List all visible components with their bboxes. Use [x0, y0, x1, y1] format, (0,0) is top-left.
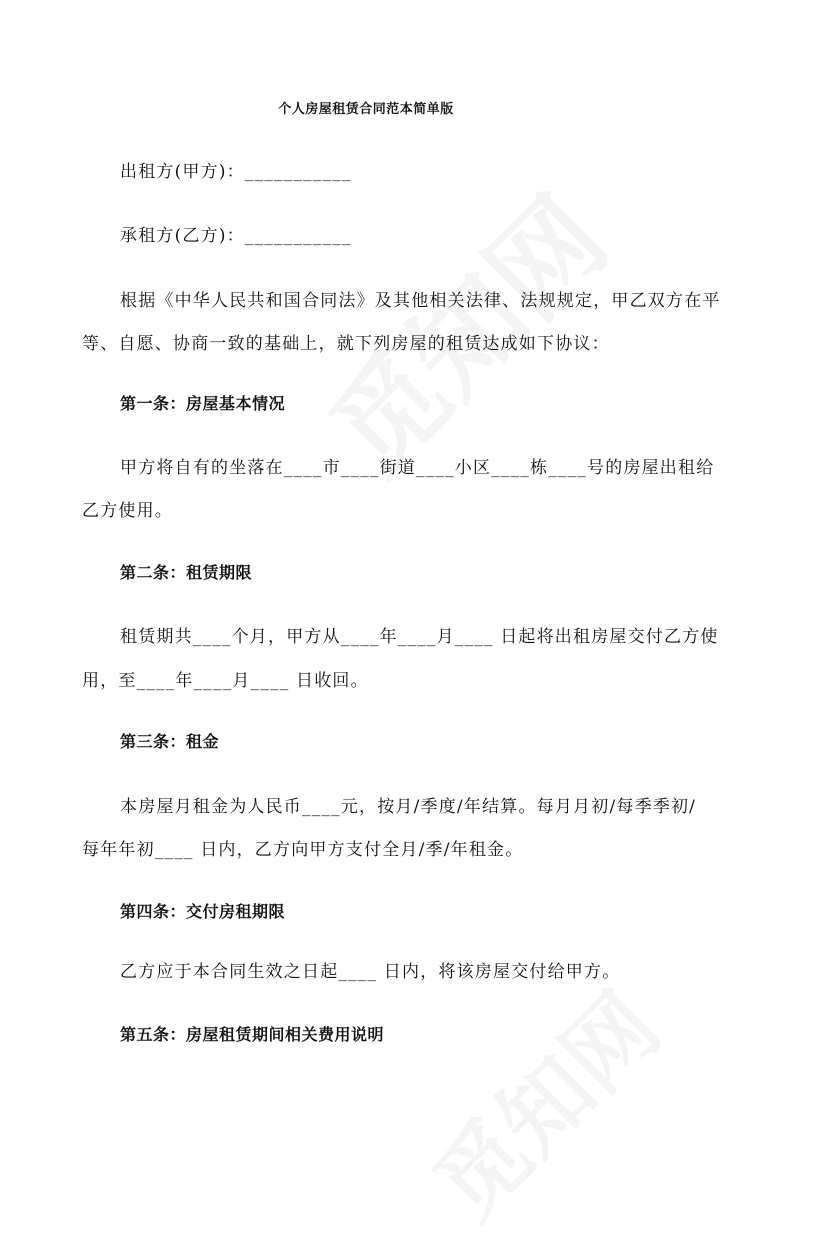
- lessee-line: 承租方(乙方)：___________: [120, 226, 352, 246]
- article-4-line-1: 乙方应于本合同生效之日起____ 日内，将该房屋交付给甲方。: [120, 962, 621, 982]
- preamble-line-1: 根据《中华人民共和国合同法》及其他相关法律、法规规定，甲乙双方在平: [120, 291, 721, 311]
- watermark-secondary: [400, 959, 683, 1242]
- lessor-line: 出租方(甲方)：___________: [120, 162, 352, 182]
- article-1-heading: 第一条：房屋基本情况: [120, 394, 286, 413]
- preamble-line-2: 等、自愿、协商一致的基础上，就下列房屋的租赁达成如下协议：: [82, 334, 610, 354]
- article-3-line-1: 本房屋月租金为人民币____元，按月/季度/年结算。每月月初/每季季初/: [120, 797, 697, 817]
- article-2-line-2: 用，至____年____月____ 日收回。: [82, 671, 369, 691]
- article-5-heading: 第五条：房屋租赁期间相关费用说明: [120, 1025, 385, 1044]
- article-2-heading: 第二条：租赁期限: [120, 563, 253, 582]
- document-title: 个人房屋租赁合同范本简单版: [278, 102, 454, 117]
- article-3-line-2: 每年年初____ 日内，乙方向甲方支付全月/季/年租金。: [82, 840, 524, 860]
- article-1-line-1: 甲方将自有的坐落在____市____街道____小区____栋____号的房屋出租给: [120, 458, 715, 478]
- article-2-line-1: 租赁期共____个月，甲方从____年____月____ 日起将出租房屋交付乙方使: [120, 627, 719, 647]
- article-1-line-2: 乙方使用。: [82, 501, 173, 521]
- article-4-heading: 第四条：交付房租期限: [120, 902, 286, 921]
- article-3-heading: 第三条：租金: [120, 732, 220, 751]
- watermark: [290, 157, 635, 502]
